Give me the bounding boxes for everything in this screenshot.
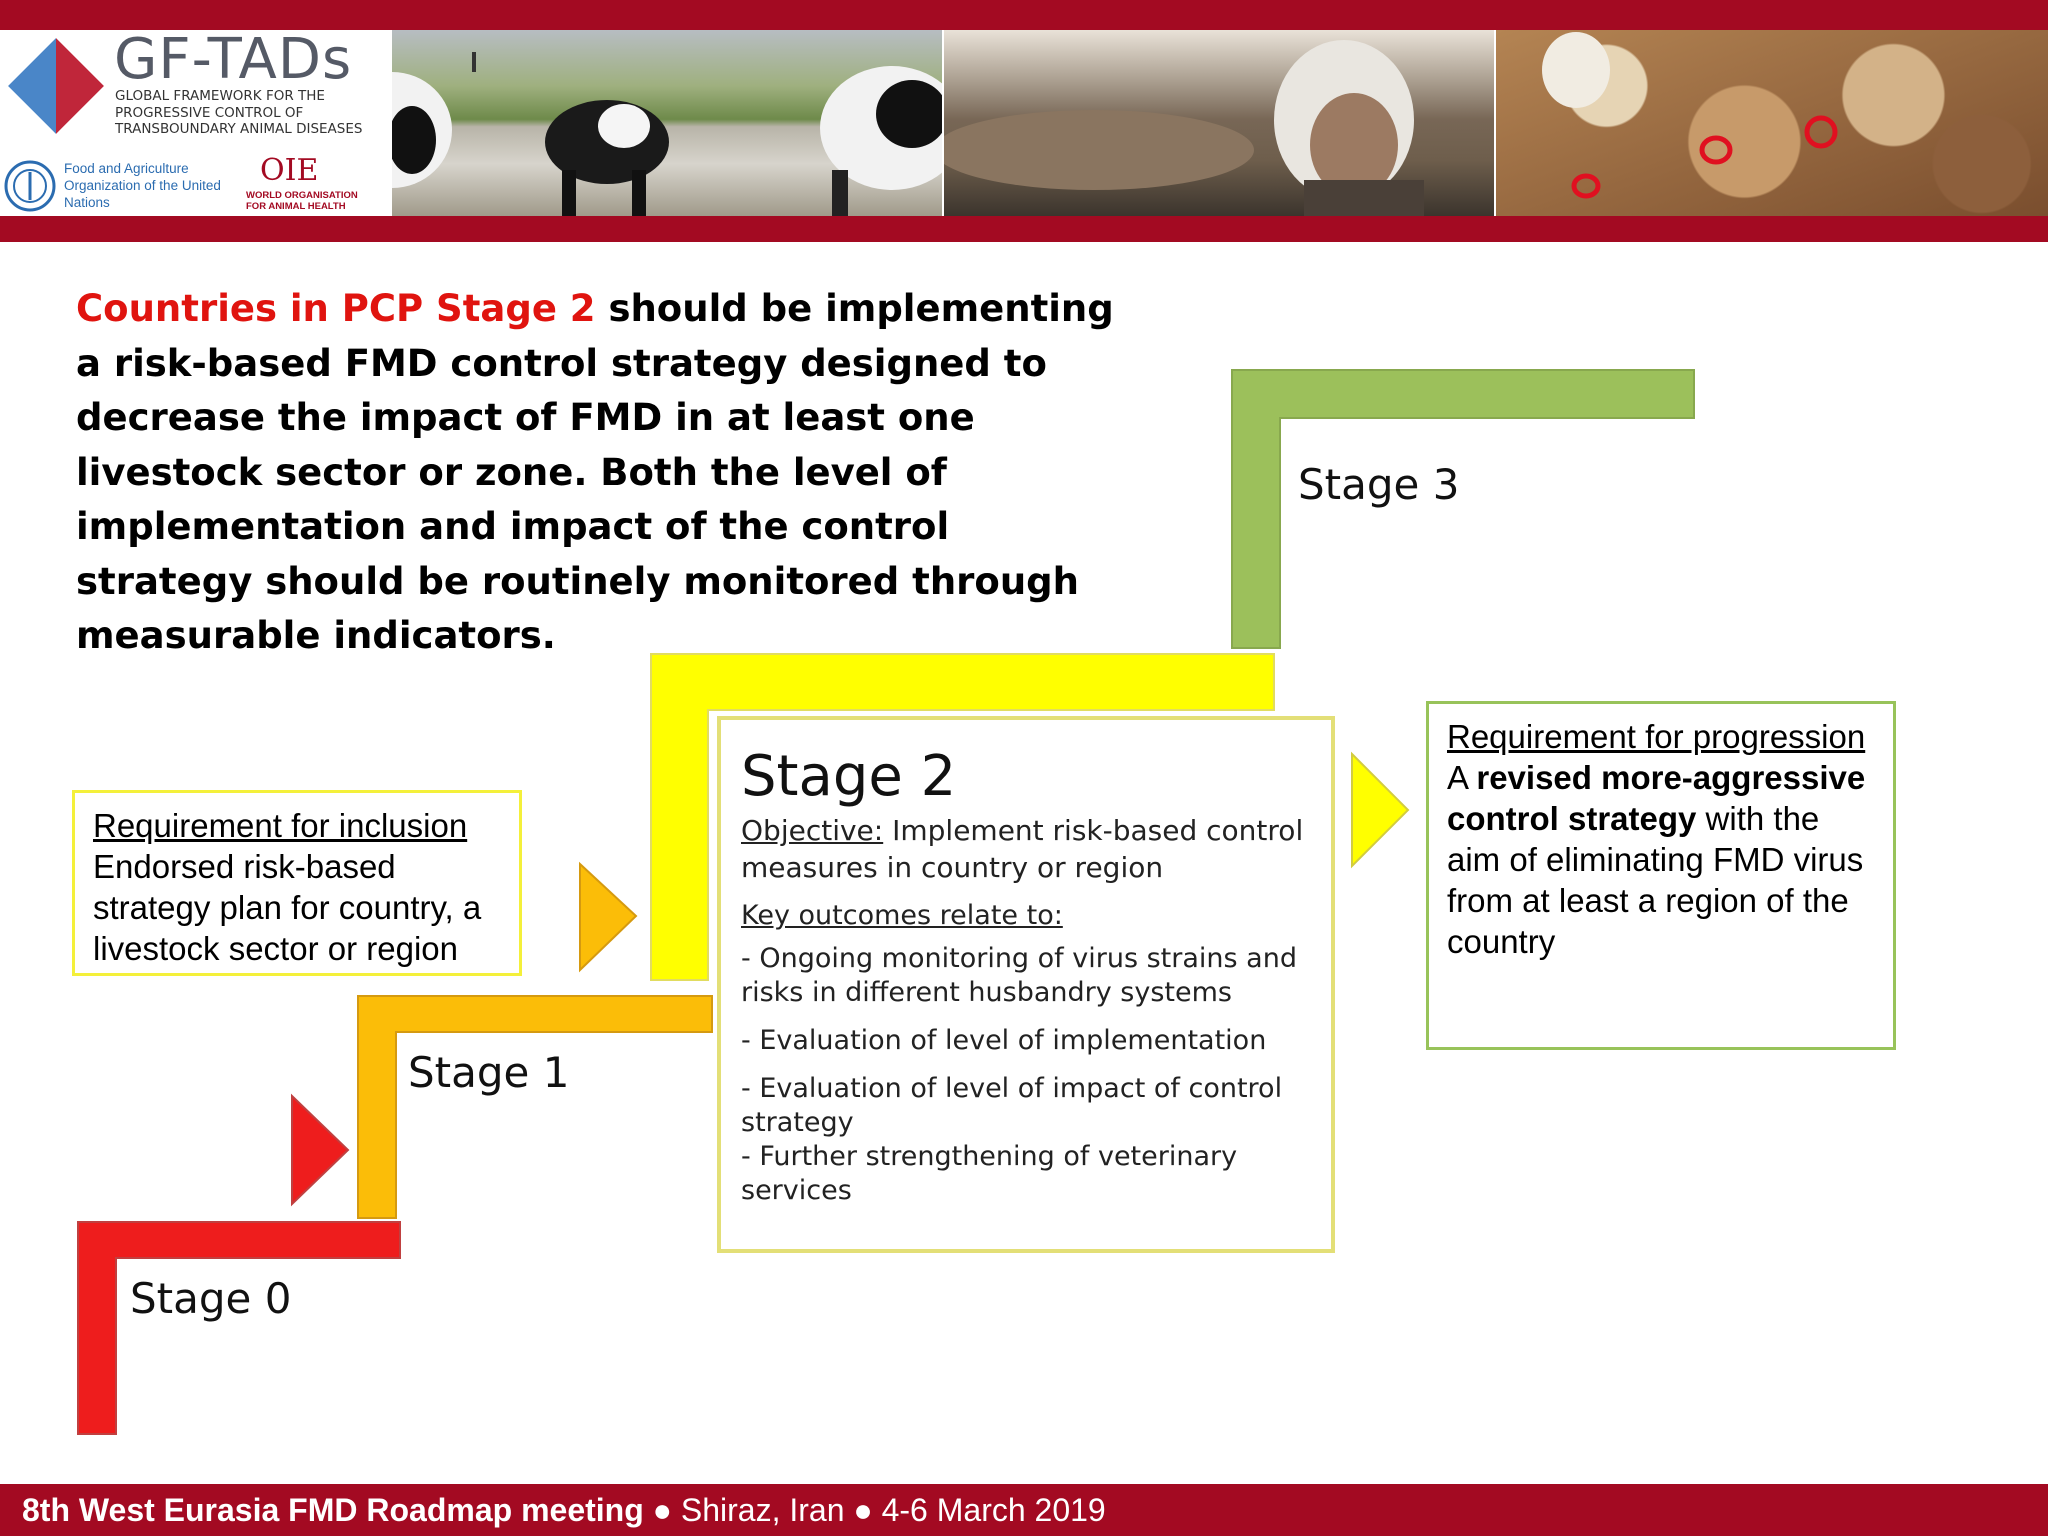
stage2-objective-label: Objective: — [741, 814, 884, 847]
footer-dates: 4-6 March 2019 — [881, 1492, 1106, 1528]
list-item: - Evaluation of level of implementation — [741, 1025, 1267, 1056]
arrow-to-stage1-icon — [292, 1096, 348, 1204]
inclusion-box — [72, 790, 522, 976]
stage3-label: Stage 3 — [1298, 460, 1460, 509]
progression-bold: revised more-aggressive control strategy — [1447, 759, 1866, 837]
footer-bar — [0, 1484, 2048, 1536]
footer-location: Shiraz, Iran — [680, 1492, 845, 1528]
stage0-step — [78, 1222, 400, 1434]
progression-box — [1426, 701, 1896, 1050]
inclusion-text: Endorsed risk-based strategy plan for country, a livestock sector or region — [93, 848, 482, 967]
arrow-to-stage3-icon — [1352, 754, 1408, 866]
inclusion-heading: Requirement for inclusion — [93, 807, 468, 844]
footer-event: 8th West Eurasia FMD Roadmap meeting — [22, 1492, 644, 1528]
stage2-objective — [741, 812, 1311, 886]
stage2-key-outcomes-label: Key outcomes relate to: — [741, 900, 1063, 931]
progression-text — [1447, 757, 1875, 962]
list-item: - Ongoing monitoring of virus strains and risks in different husbandry systems — [741, 943, 1297, 1008]
progression-prefix: A — [1447, 759, 1477, 796]
oie-name: WORLD ORGANISATION FOR ANIMAL HEALTH — [246, 190, 358, 212]
stage2-objective-text: Implement risk-based control measures in country or region — [741, 814, 1304, 884]
stage2-title: Stage 2 — [741, 744, 957, 809]
progression-suffix: with the aim of eliminating FMD virus from at least a region of the country — [1447, 800, 1864, 960]
stage2-box — [717, 716, 1335, 1253]
progression-heading: Requirement for progression — [1447, 718, 1866, 755]
list-item: - Further strengthening of veterinary services — [741, 1141, 1238, 1206]
intro-highlight: Countries in PCP Stage 2 — [76, 287, 596, 330]
stage1-step — [358, 996, 712, 1218]
fao-name: Food and Agriculture Organization of the United Nations — [64, 161, 221, 210]
footer-separator: ● — [844, 1492, 882, 1528]
stage3-step — [1232, 370, 1694, 648]
intro-text: should be implementing a risk-based FMD control strategy designed to decrease the impact of FMD in at least one livestock sector or zone. Both the level of implementation and impact of the control strategy should be routinely monitored through measurable indicators. — [76, 287, 1114, 657]
stage1-label: Stage 1 — [408, 1048, 570, 1097]
footer-separator: ● — [643, 1492, 681, 1528]
arrow-to-stage2-icon — [580, 864, 636, 970]
stage2-outcomes-list — [741, 942, 1311, 1208]
gftads-logo-title: GF-TADs — [114, 30, 353, 92]
svg-text:OIE: OIE — [260, 153, 319, 186]
list-item: - Evaluation of level of impact of control strategy — [741, 1073, 1283, 1138]
gftads-logo-subtitle: GLOBAL FRAMEWORK FOR THE PROGRESSIVE CONTROL OF TRANSBOUNDARY ANIMAL DISEASES — [115, 88, 363, 137]
stage0-label: Stage 0 — [130, 1274, 292, 1323]
